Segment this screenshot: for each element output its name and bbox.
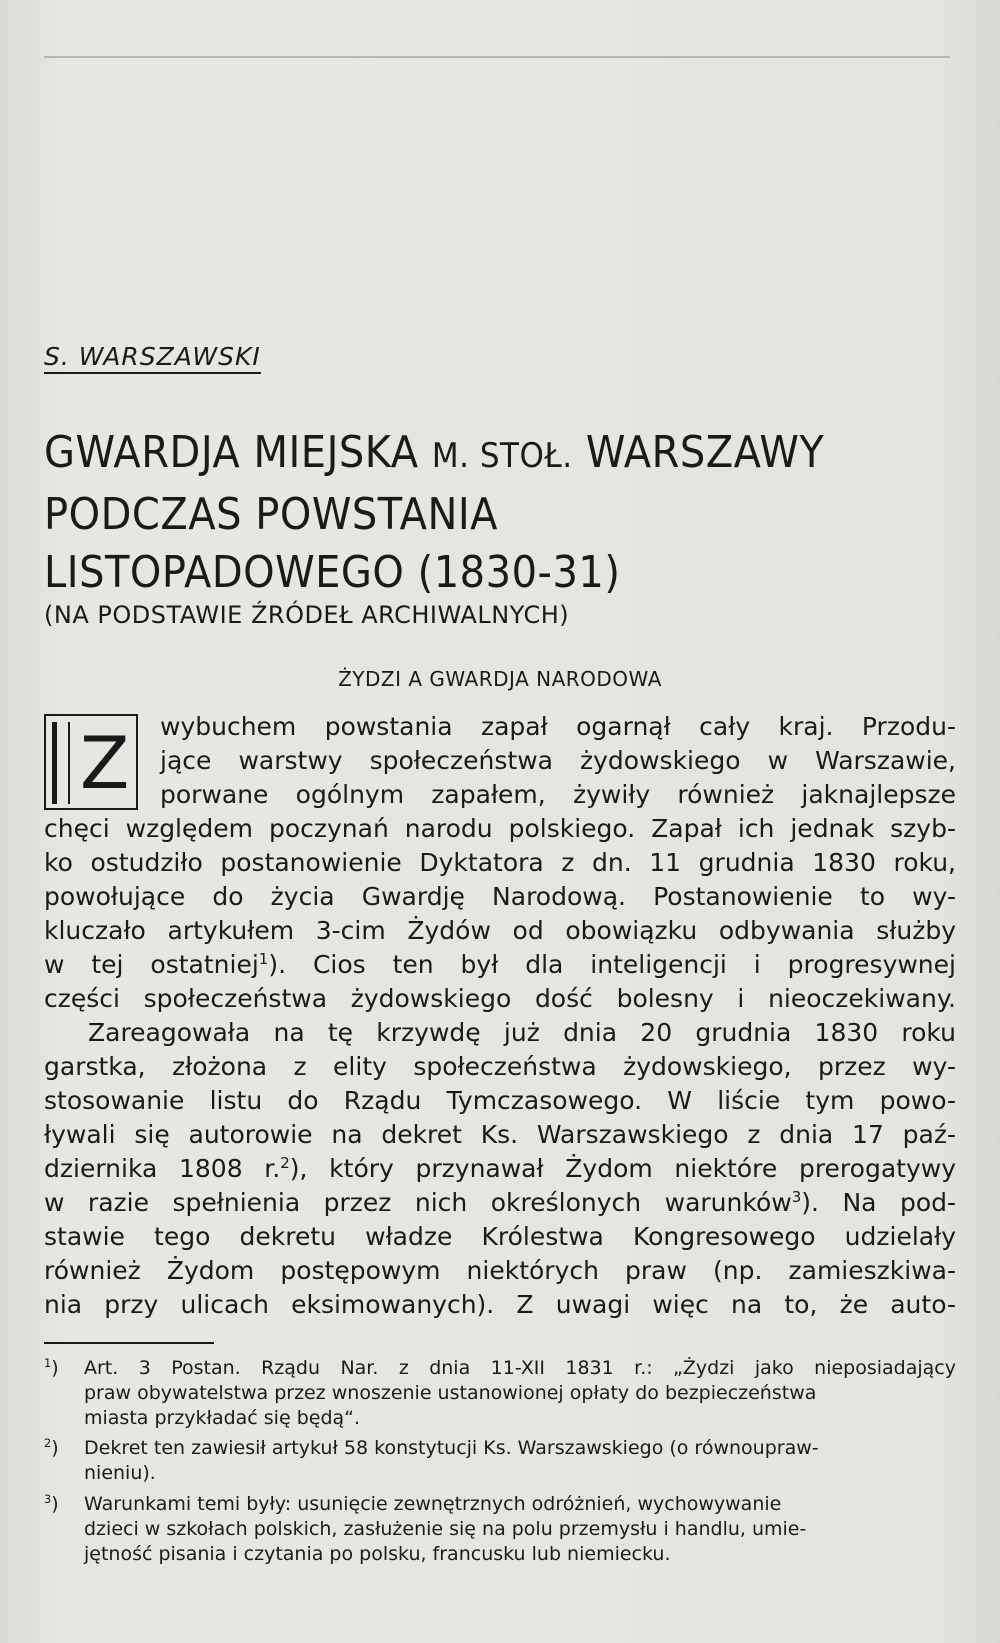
section-heading: ŻYDZI A GWARDJA NARODOWA (338, 667, 662, 691)
footnote-line: nieniu). (84, 1462, 156, 1484)
footnote-separator (44, 1342, 214, 1344)
footnote-line: jętność pisania i czytania po polsku, francusku lub niemiecku. (84, 1543, 671, 1565)
text-line: wybuchem powstania zapał ogarnął cały kraj. Przodu- (160, 712, 956, 741)
text-line: stawie tego dekretu władze Królestwa Kongresowego udzielały (44, 1222, 956, 1251)
text-line: części społeczeństwa żydowskiego dość bolesny i nieoczekiwany. (44, 984, 956, 1013)
article-title (44, 424, 964, 602)
text-line: nia przy ulicach eksimowanych). Z uwagi więc na to, że auto- (44, 1290, 956, 1319)
author-name: S. WARSZAWSKI (44, 342, 261, 374)
footnote-ref: 1 (258, 950, 269, 968)
text-line: ko ostudziło postanowienie Dyktatora z dn. 11 grudnia 1830 roku, (44, 848, 956, 877)
footnote-line: Dekret ten zawiesił artykuł 58 konstytucji Ks. Warszawskiego (o równoupraw- (84, 1437, 819, 1459)
text-line: powołujące do życia Gwardję Narodową. Postanowienie to wy- (44, 882, 956, 911)
footnote-line: Art. 3 Postan. Rządu Nar. z dnia 11-XII 1831 r.: „Żydzi jako nieposiadający (84, 1357, 956, 1379)
text-line: również Żydom postępowym niektórych praw (np. zamieszkiwa- (44, 1256, 956, 1285)
running-head-bleedthrough (44, 26, 950, 58)
text-line: Zareagowała na tę krzywdę już dnia 20 grudnia 1830 roku (88, 1018, 956, 1047)
footnote-line: miasta przykładać się będą“. (84, 1407, 361, 1429)
title-line-2: PODCZAS POWSTANIA (44, 489, 499, 540)
drop-cap-ornament (52, 722, 70, 804)
text-line: garstka, złożona z elity społeczeństwa żydowskiego, przez wy- (44, 1052, 956, 1081)
drop-cap (44, 714, 138, 810)
footnote-mark: $^3$) (44, 1492, 59, 1515)
footnote-ref: 3 (791, 1188, 802, 1206)
text-line: porwane ogólnym zapałem, żywiły również jaknajlepsze (160, 780, 956, 809)
paragraph-1-indented (160, 710, 956, 812)
text-line: w tej ostatniej$^1$). Cios ten był dla inteligencji i progresywnej (44, 950, 956, 979)
drop-cap-letter: Z (80, 721, 130, 805)
text-line: kluczało artykułem 3-cim Żydów od obowiązku odbywania służby (44, 916, 956, 945)
text-line: w razie spełnienia przez nich określonych warunków$^3$). Na pod- (44, 1188, 957, 1217)
footnote-line: praw obywatelstwa przez wnoszenie ustanowionej opłaty do bezpieczeństwa (84, 1382, 817, 1404)
title-line-1: GWARDJA MIEJSKA M. STOŁ. WARSZAWY (44, 428, 825, 478)
footnote-line: dzieci w szkołach polskich, zasłużenie się na polu przemysłu i handlu, umie- (84, 1518, 807, 1540)
text-line: chęci względem poczynań narodu polskiego. Zapał ich jednak szyb- (44, 814, 956, 843)
footnote-mark: $^1$) (44, 1356, 59, 1379)
title-line-3: LISTOPADOWEGO (1830-31) (44, 548, 621, 598)
footnote-2 (44, 1436, 956, 1488)
footnote-line: Warunkami temi były: usunięcie zewnętrznych odróżnień, wychowywanie (84, 1493, 782, 1515)
footnote-3 (44, 1492, 956, 1570)
text-line: stosowanie listu do Rządu Tymczasowego. W liście tym powo- (44, 1086, 956, 1115)
text-line: jące warstwy społeczeństwa żydowskiego w Warszawie, (160, 746, 956, 775)
paragraph-2 (44, 1016, 956, 1322)
text-line: dziernika 1808 r.$^2$), który przynawał Żydom niektóre prerogatywy (44, 1154, 956, 1183)
footnote-ref: 2 (280, 1154, 290, 1172)
footnote-1 (44, 1356, 956, 1434)
article-subtitle: (NA PODSTAWIE ŹRÓDEŁ ARCHIWALNYCH) (44, 601, 570, 629)
footnote-mark: $^2$) (44, 1436, 59, 1459)
paragraph-1-body (44, 812, 956, 1016)
text-line: ływali się autorowie na dekret Ks. Warszawskiego z dnia 17 paź- (44, 1120, 956, 1149)
